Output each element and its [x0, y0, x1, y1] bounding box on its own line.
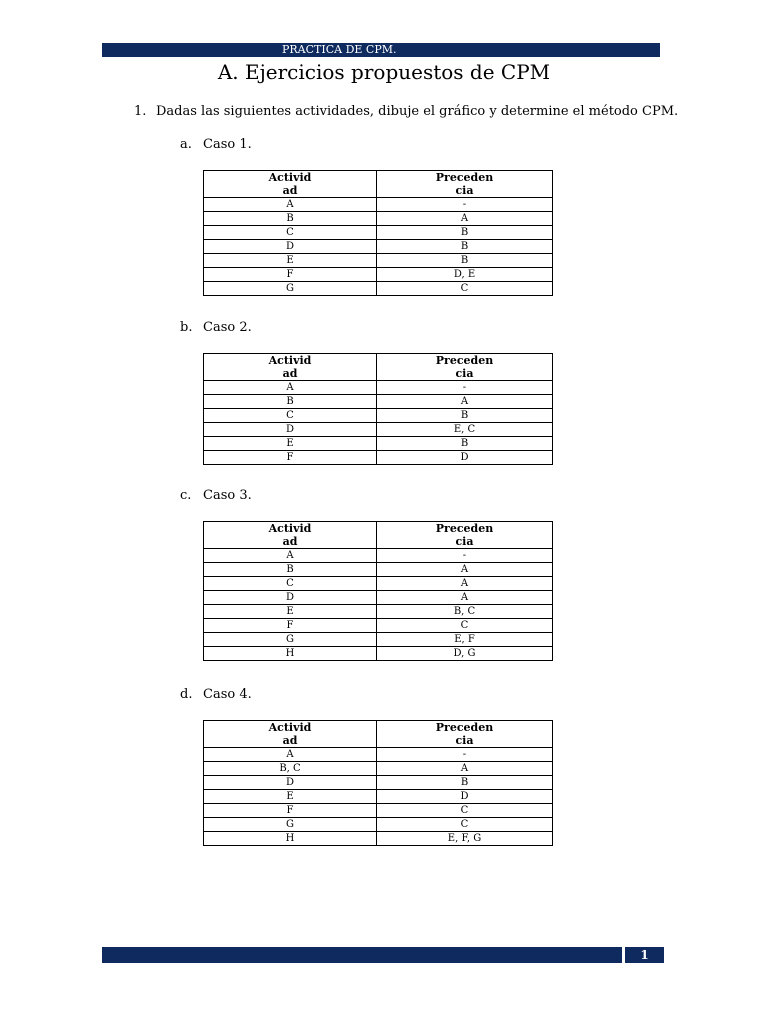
table-row: [204, 591, 553, 605]
precedence-cell: D: [377, 790, 553, 804]
case-1-table: [203, 170, 553, 296]
table-row: [204, 268, 553, 282]
table-row: [204, 254, 553, 268]
precedence-cell: E, F, G: [377, 832, 553, 846]
activity-cell: C: [204, 577, 377, 591]
activity-cell: H: [204, 832, 377, 846]
table-row: [204, 619, 553, 633]
case-title: Caso 2.: [203, 320, 252, 335]
table-row: [204, 748, 553, 762]
activity-cell: E: [204, 254, 377, 268]
footer-bar: [102, 947, 622, 963]
table-row: [204, 633, 553, 647]
table-row: [204, 212, 553, 226]
precedence-cell: A: [377, 591, 553, 605]
precedence-cell: -: [377, 748, 553, 762]
activity-cell: A: [204, 748, 377, 762]
case-4-label: [180, 686, 252, 704]
precedence-cell: E, F: [377, 633, 553, 647]
exercise-statement: [134, 103, 678, 121]
activity-cell: F: [204, 804, 377, 818]
activity-cell: B: [204, 395, 377, 409]
precedence-cell: A: [377, 395, 553, 409]
case-1-label: [180, 136, 252, 154]
activity-cell: G: [204, 818, 377, 832]
table-row: [204, 605, 553, 619]
precedence-cell: A: [377, 212, 553, 226]
activity-cell: B: [204, 563, 377, 577]
activity-cell: G: [204, 282, 377, 296]
table-row: [204, 409, 553, 423]
activity-cell: D: [204, 423, 377, 437]
activity-cell: C: [204, 409, 377, 423]
case-letter: c.: [180, 488, 192, 503]
table-row: [204, 577, 553, 591]
case-letter: b.: [180, 320, 193, 335]
activity-cell: G: [204, 633, 377, 647]
precedence-cell: B: [377, 437, 553, 451]
table-row: [204, 226, 553, 240]
table-row: [204, 762, 553, 776]
activity-header: Activid ad: [204, 354, 377, 381]
table-row: [204, 437, 553, 451]
precedence-cell: B: [377, 254, 553, 268]
activity-cell: E: [204, 437, 377, 451]
activity-cell: D: [204, 776, 377, 790]
table-row: [204, 381, 553, 395]
table-row: [204, 423, 553, 437]
precedence-cell: B: [377, 240, 553, 254]
precedence-cell: C: [377, 804, 553, 818]
activity-cell: D: [204, 591, 377, 605]
activity-cell: F: [204, 268, 377, 282]
table-row: [204, 790, 553, 804]
activity-cell: A: [204, 381, 377, 395]
activity-cell: A: [204, 198, 377, 212]
case-title: Caso 1.: [203, 137, 252, 152]
table-row: [204, 832, 553, 846]
precedence-header: Preceden cia: [377, 721, 553, 748]
precedence-cell: B: [377, 776, 553, 790]
header-bar: [102, 43, 660, 57]
activity-header: Activid ad: [204, 721, 377, 748]
activity-cell: F: [204, 619, 377, 633]
table-row: [204, 776, 553, 790]
precedence-cell: -: [377, 198, 553, 212]
precedence-cell: A: [377, 563, 553, 577]
table-row: [204, 549, 553, 563]
activity-cell: C: [204, 226, 377, 240]
activity-cell: D: [204, 240, 377, 254]
case-2-label: [180, 319, 252, 337]
precedence-cell: C: [377, 282, 553, 296]
case-3-table: [203, 521, 553, 661]
activity-cell: F: [204, 451, 377, 465]
table-row: [204, 198, 553, 212]
precedence-cell: B, C: [377, 605, 553, 619]
case-title: Caso 4.: [203, 687, 252, 702]
table-row: [204, 282, 553, 296]
section-title: A. Ejercicios propuestos de CPM: [217, 60, 551, 84]
table-row: [204, 240, 553, 254]
page-number: 1: [625, 947, 664, 963]
activity-header: Activid ad: [204, 522, 377, 549]
precedence-cell: C: [377, 818, 553, 832]
precedence-cell: -: [377, 381, 553, 395]
activity-cell: H: [204, 647, 377, 661]
precedence-cell: A: [377, 762, 553, 776]
activity-cell: E: [204, 605, 377, 619]
activity-cell: E: [204, 790, 377, 804]
precedence-cell: C: [377, 619, 553, 633]
precedence-cell: D: [377, 451, 553, 465]
case-letter: d.: [180, 687, 193, 702]
precedence-header: Preceden cia: [377, 522, 553, 549]
precedence-cell: E, C: [377, 423, 553, 437]
activity-header: Activid ad: [204, 171, 377, 198]
table-row: [204, 395, 553, 409]
exercise-number: 1.: [134, 104, 147, 119]
case-title: Caso 3.: [203, 488, 252, 503]
precedence-header: Preceden cia: [377, 171, 553, 198]
table-row: [204, 647, 553, 661]
precedence-cell: D, E: [377, 268, 553, 282]
precedence-header: Preceden cia: [377, 354, 553, 381]
exercise-text: Dadas las siguientes actividades, dibuje el gráfico y determine el método CPM.: [156, 104, 679, 119]
case-3-label: [180, 487, 252, 505]
activity-cell: A: [204, 549, 377, 563]
precedence-cell: A: [377, 577, 553, 591]
case-letter: a.: [180, 137, 192, 152]
table-row: [204, 563, 553, 577]
header-text: PRACTICA DE CPM.: [282, 43, 397, 56]
precedence-cell: -: [377, 549, 553, 563]
precedence-cell: B: [377, 409, 553, 423]
precedence-cell: B: [377, 226, 553, 240]
activity-cell: B: [204, 212, 377, 226]
case-4-table: [203, 720, 553, 846]
table-row: [204, 804, 553, 818]
precedence-cell: D, G: [377, 647, 553, 661]
activity-cell: B, C: [204, 762, 377, 776]
table-row: [204, 451, 553, 465]
case-2-table: [203, 353, 553, 465]
table-row: [204, 818, 553, 832]
